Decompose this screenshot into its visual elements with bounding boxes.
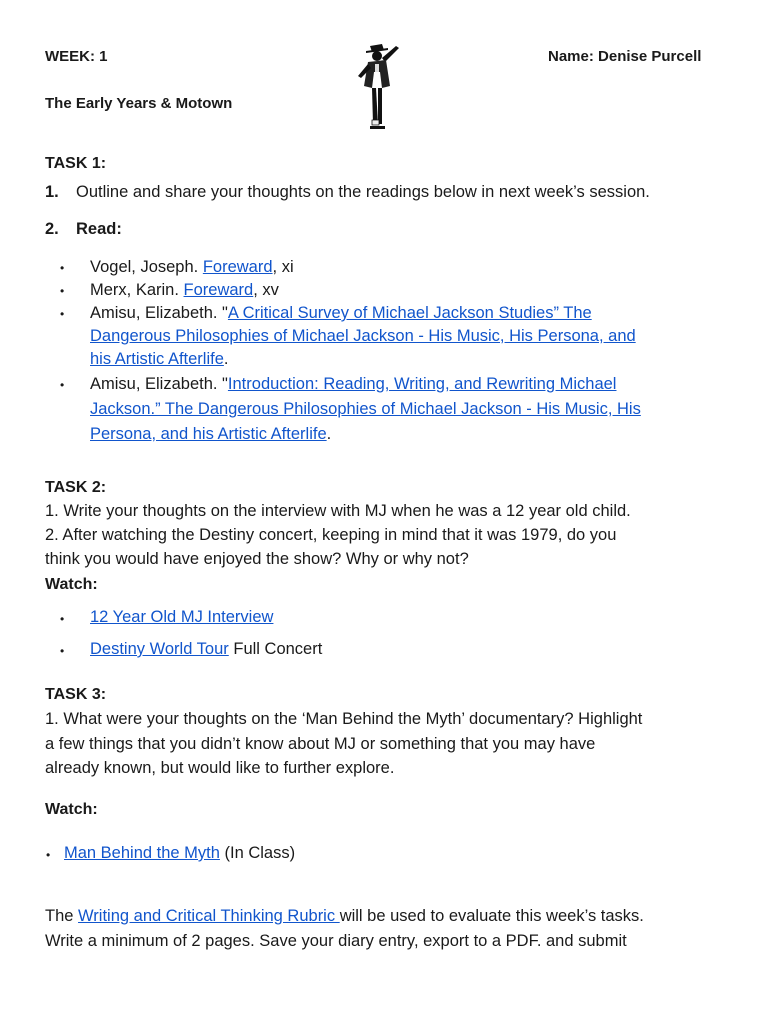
video-item-1: [90, 605, 273, 629]
reading-item-4: [90, 372, 616, 396]
reading-author: Vogel, Joseph.: [90, 258, 203, 276]
task3-heading: TASK 3:: [45, 686, 107, 703]
reading-author: Merx, Karin.: [90, 281, 184, 299]
reading-link-critical-survey-cont[interactable]: Dangerous Philosophies of Michael Jackson - His Music, His Persona, and: [90, 327, 636, 345]
bullet: •: [60, 612, 65, 626]
reading-item-3: [90, 301, 592, 325]
task2-line1: 1. Write your thoughts on the interview with MJ when he was a 12 year old child.: [45, 502, 631, 520]
reading-author: Amisu, Elizabeth. ": [90, 304, 228, 322]
student-name: Name: Denise Purcell: [548, 48, 702, 65]
video-link-destiny-world-tour[interactable]: Destiny World Tour: [90, 640, 229, 658]
task1-item2-number: 2.: [45, 220, 59, 238]
reading-page: , xi: [272, 258, 294, 276]
bullet: •: [60, 261, 65, 275]
reading-item-4-line2: [90, 397, 641, 421]
footer-prefix: The: [45, 907, 79, 925]
dancer-silhouette-logo: [352, 42, 406, 134]
task1-heading: TASK 1:: [45, 155, 107, 172]
reading-item-3-line3: [90, 347, 228, 371]
reading-item-1: [90, 255, 294, 279]
reading-author: Amisu, Elizabeth. ": [90, 375, 228, 393]
video-link-12-year-old-interview[interactable]: 12 Year Old MJ Interview: [90, 608, 274, 626]
task1-item2-text: Read:: [76, 220, 122, 238]
week-label: WEEK: 1: [45, 48, 108, 65]
bullet: •: [60, 644, 65, 658]
reading-page: , xv: [253, 281, 279, 299]
reading-link-introduction-cont[interactable]: Jackson.” The Dangerous Philosophies of Michael Jackson - His Music, His: [90, 400, 641, 418]
reading-link-critical-survey[interactable]: A Critical Survey of Michael Jackson Studies” The: [227, 304, 592, 322]
task1-item2: [45, 217, 59, 241]
video-item-3: [64, 841, 295, 865]
period: .: [223, 350, 229, 368]
document-subtitle: The Early Years & Motown: [45, 95, 233, 112]
footer-line1: [45, 904, 644, 928]
footer-suffix: will be used to evaluate this week’s tasks.: [339, 907, 644, 925]
reading-link-introduction-end[interactable]: Persona, and his Artistic Afterlife: [90, 425, 327, 443]
task3-watch-label: Watch:: [45, 801, 98, 818]
task3-line3: already known, but would like to further explore.: [45, 759, 395, 777]
footer-line2: Write a minimum of 2 pages. Save your diary entry, export to a PDF. and submit: [45, 932, 627, 950]
task1-item1: [45, 180, 59, 204]
reading-item-2: [90, 278, 279, 302]
video-item-2: [90, 637, 322, 661]
task1-item1-number: 1.: [45, 183, 59, 201]
video-suffix: (In Class): [219, 844, 296, 862]
reading-link-introduction[interactable]: Introduction: Reading, Writing, and Rewriting Michael: [227, 375, 617, 393]
bullet: •: [60, 307, 65, 321]
task3-line1: 1. What were your thoughts on the ‘Man Behind the Myth’ documentary? Highlight: [45, 710, 643, 728]
reading-link-foreward-vogel[interactable]: Foreward: [202, 258, 273, 276]
bullet: •: [46, 848, 51, 862]
bullet: •: [60, 378, 65, 392]
task2-line2: 2. After watching the Destiny concert, keeping in mind that it was 1979, do you: [45, 526, 617, 544]
reading-link-critical-survey-end[interactable]: his Artistic Afterlife: [90, 350, 224, 368]
task2-line3: think you would have enjoyed the show? Why or why not?: [45, 550, 469, 568]
bullet: •: [60, 284, 65, 298]
reading-link-foreward-merx[interactable]: Foreward: [183, 281, 254, 299]
video-suffix: Full Concert: [228, 640, 323, 658]
task3-line2: a few things that you didn’t know about MJ or something that you may have: [45, 735, 596, 753]
reading-item-4-line3: [90, 422, 331, 446]
task2-watch-label: Watch:: [45, 576, 98, 593]
video-link-man-behind-the-myth[interactable]: Man Behind the Myth: [64, 844, 220, 862]
reading-item-3-line2: [90, 324, 636, 348]
period: .: [326, 425, 332, 443]
task1-item1-text: Outline and share your thoughts on the readings below in next week’s session.: [76, 183, 650, 201]
rubric-link[interactable]: Writing and Critical Thinking Rubric: [78, 907, 340, 925]
task2-heading: TASK 2:: [45, 479, 107, 496]
